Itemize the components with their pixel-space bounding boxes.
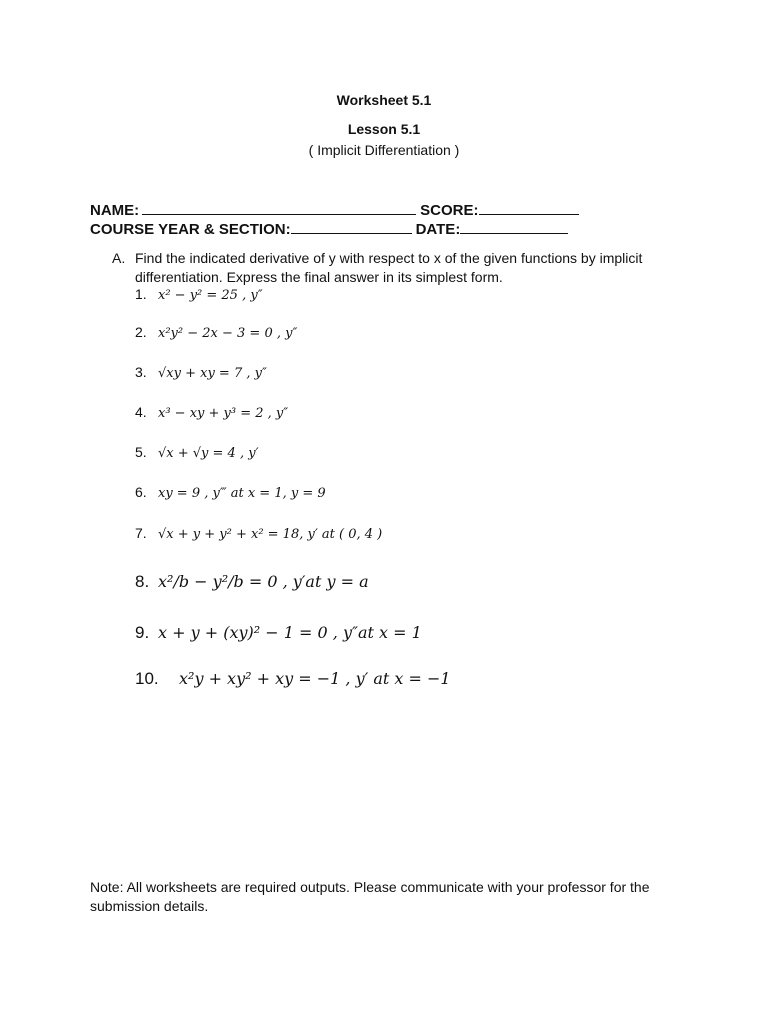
course-date-row	[90, 219, 572, 238]
problem-7	[135, 525, 382, 542]
problem-8	[135, 572, 369, 592]
problem-number: 3.	[135, 364, 147, 380]
score-label: SCORE:	[420, 202, 479, 219]
problem-2	[135, 324, 297, 341]
problem-9	[135, 623, 422, 643]
problem-1	[135, 286, 263, 303]
lesson-title: Lesson 5.1	[347, 121, 421, 137]
problem-expression: x + y + (xy)² − 1 = 0 , y″at x = 1	[158, 623, 422, 642]
course-label: COURSE YEAR & SECTION:	[90, 221, 291, 238]
problem-number: 4.	[135, 404, 147, 420]
course-blank[interactable]	[291, 219, 412, 234]
submission-note: Note: All worksheets are required outputs. Please communicate with your professor for the submission details.	[90, 879, 650, 914]
problem-number: 6.	[135, 484, 147, 500]
problem-expression: x²y + xy² + xy = −1 , y′ at x = −1	[179, 669, 451, 688]
name-label: NAME:	[90, 202, 140, 219]
problem-5	[135, 444, 259, 461]
problem-expression: x²y² − 2x − 3 = 0 , y″	[158, 326, 298, 341]
instructions	[112, 249, 712, 289]
problem-number: 10.	[135, 669, 159, 688]
problem-3	[135, 364, 267, 381]
problem-expression: √x + y + y² + x² = 18, y′ at ( 0, 4 )	[158, 527, 383, 542]
problem-number: 8.	[135, 572, 150, 591]
problem-expression: x³ − xy + y³ = 2 , y″	[158, 406, 289, 421]
problem-expression: √x + √y = 4 , y′	[158, 446, 259, 461]
score-blank[interactable]	[479, 200, 579, 215]
name-score-row	[90, 200, 583, 219]
problem-expression: √xy + xy = 7 , y″	[158, 366, 267, 381]
problem-4	[135, 404, 288, 421]
worksheet-title: Worksheet 5.1	[336, 92, 432, 108]
instruction-letter: A.	[112, 250, 126, 266]
problem-expression: x² − y² = 25 , y″	[158, 288, 263, 303]
date-blank[interactable]	[460, 219, 568, 234]
problem-expression: xy = 9 , y‴ at x = 1, y = 9	[158, 486, 326, 501]
problem-number: 1.	[135, 286, 147, 302]
problem-number: 5.	[135, 444, 147, 460]
problem-number: 2.	[135, 324, 147, 340]
name-blank[interactable]	[142, 200, 416, 215]
problem-number: 9.	[135, 623, 150, 642]
date-label: DATE:	[415, 221, 461, 238]
problem-expression: x²/b − y²/b = 0 , y′at y = a	[158, 572, 369, 591]
lesson-subtitle: ( Implicit Differentiation )	[308, 142, 460, 158]
problem-6	[135, 484, 326, 501]
problem-number: 7.	[135, 525, 147, 541]
instruction-text: Find the indicated derivative of y with respect to x of the given functions by implicit differentiation. Express the final answer in its simplest form.	[135, 250, 643, 285]
problem-10	[135, 669, 451, 689]
